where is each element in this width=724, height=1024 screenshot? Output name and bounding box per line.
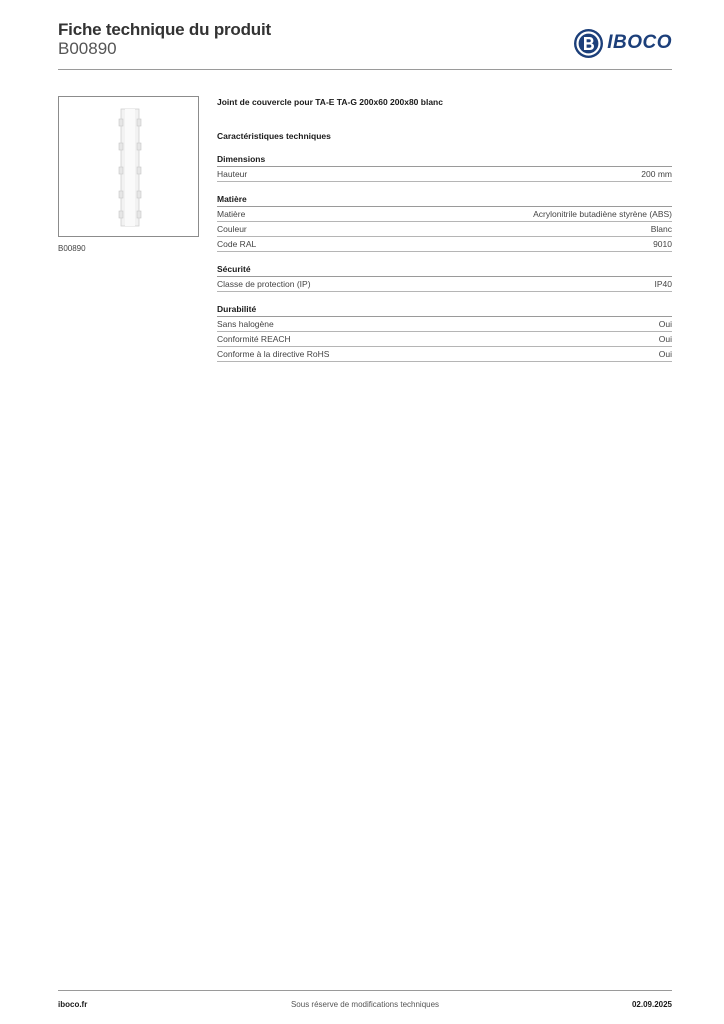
spec-row [217,332,672,347]
logo-mark-icon [574,29,603,58]
spec-row [217,167,672,182]
spec-label: Code RAL [217,239,257,249]
page-title: Fiche technique du produit [58,20,271,39]
logo-text: IBOCO [607,32,672,53]
group-title: Matière [217,194,672,207]
spec-value: Blanc [650,224,672,234]
spec-label: Classe de protection (IP) [217,279,311,289]
spec-label: Hauteur [217,169,248,179]
group-title: Sécurité [217,264,672,277]
spec-value: Oui [658,319,672,329]
spec-group-sustainability [217,304,672,362]
spec-value: Oui [658,349,672,359]
spec-label: Matière [217,209,246,219]
spec-value: Acrylonitrile butadiène styrène (ABS) [533,209,672,219]
spec-label: Conformité REACH [217,334,291,344]
spec-row [217,317,672,332]
spec-row [217,207,672,222]
spec-label: Couleur [217,224,247,234]
product-gasket-illustration [59,97,198,236]
spec-value: Oui [658,334,672,344]
spec-label: Conforme à la directive RoHS [217,349,330,359]
spec-row [217,237,672,252]
spec-value: IP40 [654,279,672,289]
image-caption: B00890 [58,244,86,253]
footer-date: 02.09.2025 [631,1000,672,1009]
spec-row [217,277,672,292]
spec-value: 200 mm [641,169,672,179]
product-code: B00890 [58,39,117,58]
group-title: Durabilité [217,304,672,317]
group-title: Dimensions [217,154,672,167]
spec-row [217,222,672,237]
footer-website-link[interactable]: iboco.fr [58,1000,88,1009]
spec-row [217,347,672,362]
brand-logo [574,28,672,58]
page-header [58,20,672,70]
footer-disclaimer: Sous réserve de modifications techniques [290,1000,440,1009]
spec-value: 9010 [653,239,672,249]
product-name: Joint de couvercle pour TA-E TA-G 200x60 200x80 blanc [217,97,443,107]
spec-group-safety [217,264,672,292]
spec-group-dimensions [217,154,672,182]
spec-heading: Caractéristiques techniques [217,131,331,141]
spec-content [217,96,672,362]
page-footer [58,990,672,1015]
spec-label: Sans halogène [217,319,274,329]
spec-group-material [217,194,672,252]
product-image [58,96,199,237]
